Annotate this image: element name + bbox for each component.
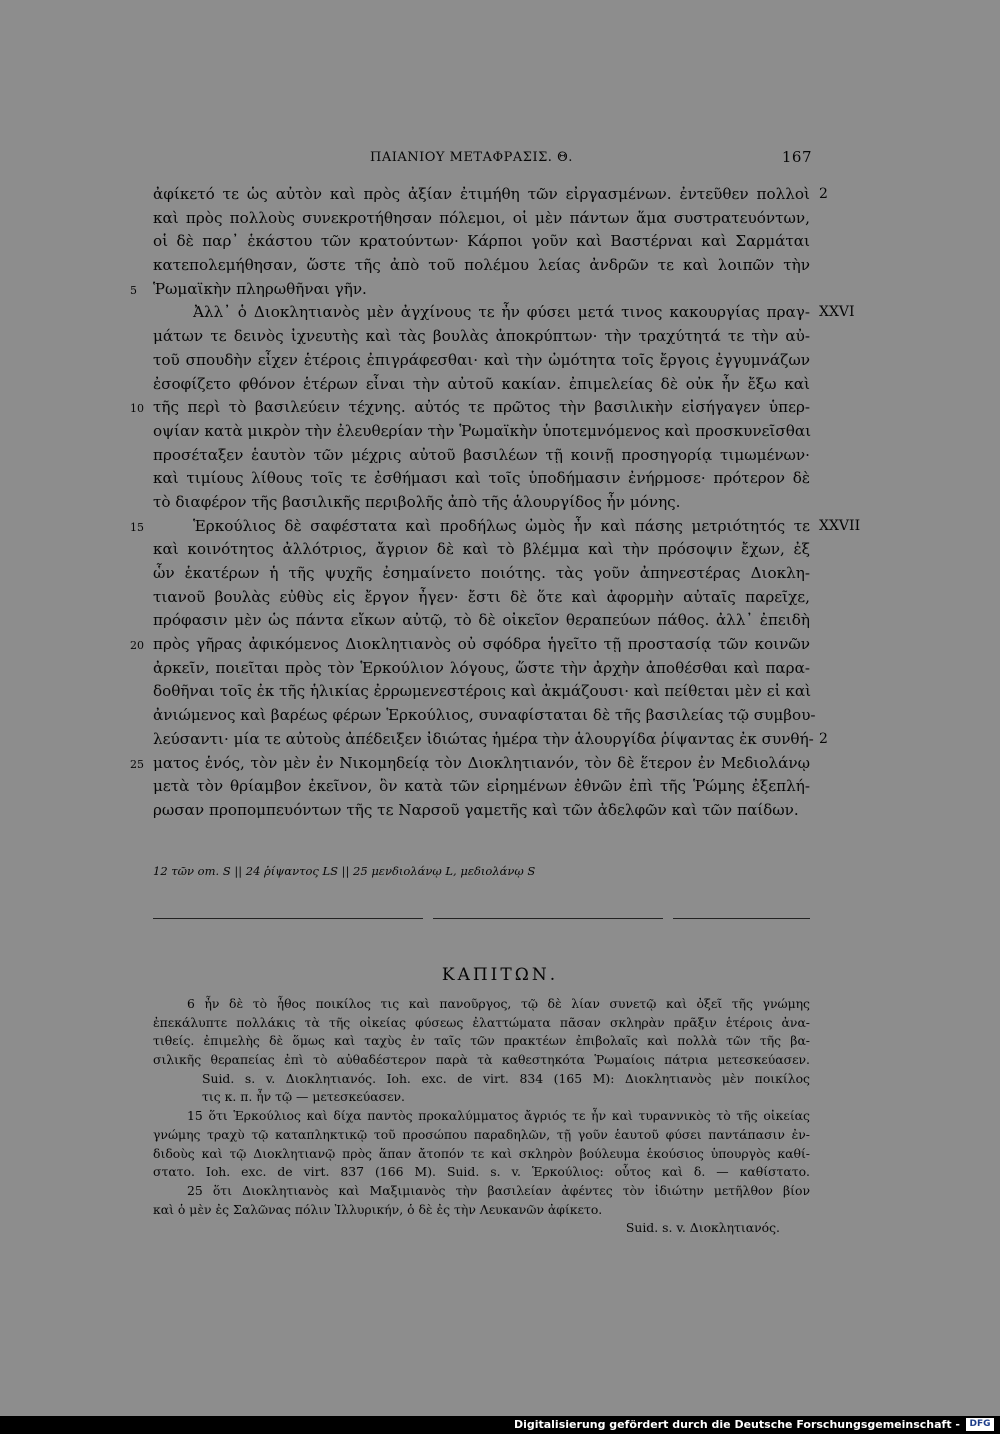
text-line-content: πρόφασιν μὲν ὡς πάντα εἴκων αὐτῷ, τὸ δὲ οἰκεῖον θεραπεύων πάθος. ἀλλ᾽ ἐπειδὴ (153, 611, 810, 630)
footer-text: Digitalisierung gefördert durch die Deutsche Forschungsgemeinschaft - (513, 1418, 960, 1431)
text-line-content: ματος ἑνός, τὸν μὲν ἐν Νικομηδείᾳ τὸν Διοκλητιανόν, τὸν δὲ ἕτερον ἐν Μεδιολάνῳ (153, 753, 810, 772)
fragment-line: Suid. s. v. Διοκλητιανός. Ioh. exc. de virt. 834 (165 M): Διοκλητιανὸς μὲν ποικίλος (202, 1070, 810, 1086)
text-line-content: τῆς περὶ τὸ βασιλεύειν τέχνης. αὐτός τε πρῶτος τὴν βασιλικὴν εἰσήγαγεν ὑπερ- (153, 398, 810, 417)
text-line (153, 420, 810, 444)
text-line-content: πρὸς γῆρας ἀφικόμενος Διοκλητιανὸς οὐ σφόδρα ἡγεῖτο τῇ προστασίᾳ τῶν κοινῶν (153, 635, 810, 654)
text-line-content: καὶ κοινότητος ἀλλότριος, ἄγριον δὲ καὶ τὸ βλέμμα καὶ τὴν πρόσοψιν ἔχων, ἐξ (153, 540, 810, 559)
text-line (153, 491, 810, 515)
text-line (153, 680, 810, 704)
fragment-line: τιθείς. ἐπιμελὴς δὲ ὅμως καὶ ταχὺς ἐν ταῖς τῶν πρακτέων ἐπιβολαῖς καὶ πολλὰ τῶν τῆς βα- (153, 1033, 810, 1049)
text-line (153, 467, 810, 491)
line-number: 5 (130, 283, 137, 297)
text-line (153, 538, 810, 562)
text-line-content: οἱ δὲ παρ᾽ ἑκάστου τῶν κρατούντων· Κάρποι γοῦν καὶ Βαστέρναι καὶ Σαρμάται (153, 232, 810, 251)
text-line (153, 775, 810, 799)
text-line-content: Ἑρκούλιος δὲ σαφέστατα καὶ προδήλως ὠμὸς ἦν καὶ πάσης μετριότητός τε (193, 516, 810, 535)
margin-note: XXVI (819, 304, 855, 321)
text-line (153, 799, 810, 823)
text-line (153, 562, 810, 586)
text-line-content: καὶ τιμίους λίθους τοῖς τε ἐσθήμασι καὶ τοῖς ὑποδήμασιν ἐνήρμοσε· πρότερον δὲ (153, 469, 810, 488)
main-text (130, 183, 861, 823)
margin-note: 2 (819, 186, 828, 202)
text-line (130, 752, 810, 776)
text-line-content: μάτων τε δεινὸς ἰχνευτὴς καὶ τὰς βουλὰς ἀποκρύπτων· τὴν τραχύτητά τε τὴν αὐ- (153, 327, 810, 346)
line-number: 10 (130, 402, 144, 416)
text-line (130, 633, 810, 657)
margin-note: XXVII (819, 517, 861, 534)
text-line (153, 373, 810, 397)
text-line-content: Ῥωμαϊκὴν πληρωθῆναι γῆν. (153, 279, 367, 298)
text-line (153, 301, 855, 325)
fragments-block (153, 995, 810, 1238)
text-line-content: τιανοῦ βουλὰς εὐθὺς εἰς ἔργον ἦγεν· ἔστι δὲ ὅτε καὶ ἀφορμὴν αὐταῖς παρεῖχε, (153, 587, 810, 606)
text-line-content: κατεπολεμήθησαν, ὥστε τῆς ἀπὸ τοῦ πολέμου λείας ἀνδρῶν τε καὶ λοιπῶν τὴν (153, 256, 810, 275)
running-title: ΠΑΙΑΝΙΟΥ ΜΕΤΑΦΡΑΣΙΣ. Θ. (370, 150, 573, 165)
text-line-content: τοῦ σπουδὴν εἶχεν ἑτέροις ἐπιγράφεσθαι· καὶ τὴν ὠμότητα τοῖς ἔργοις ἐγγυμνάζων (153, 350, 810, 369)
text-line (153, 704, 816, 728)
text-line-content: ἀφίκετό τε ὡς αὐτὸν καὶ πρὸς ἀξίαν ἐτιμήθη τῶν εἰργασμένων. ἐντεῦθεν πολλοὶ (153, 185, 810, 203)
text-line (153, 254, 810, 278)
dfg-logo: DFG (966, 1418, 994, 1431)
text-line (153, 325, 810, 349)
line-number: 15 (130, 520, 144, 534)
text-line-content: δοθῆναι τοῖς ἐκ τῆς ἡλικίας ἐρρωμενεστέροις καὶ ἀκμάζουσι· καὶ πείθεται μὲν εἰ καὶ (153, 682, 812, 701)
text-line-content: ἀνιώμενος καὶ βαρέως φέρων Ἑρκούλιος, συναφίσταται δὲ τῆς βασιλείας τῷ συμβου- (153, 706, 816, 725)
text-line-content: μετὰ τὸν θρίαμβον ἐκεῖνον, ὃν κατὰ τῶν εἰρημένων ἐθνῶν ἐπὶ τῆς Ῥώμης ἐξεπλή- (153, 777, 810, 796)
margin-note: 2 (819, 730, 828, 747)
separator-rule-left (153, 918, 423, 919)
text-line (153, 183, 828, 207)
text-line-content: τὸ διαφέρον τῆς βασιλικῆς περιβολῆς ἀπὸ τῆς ἁλουργίδος ἦν μόνης. (153, 492, 681, 511)
fragment-line: 15 ὅτι Ἑρκούλιος καὶ δίχα παντὸς προκαλύμματος ἄγριός τε ἦν καὶ τυραννικὸς τὸ τῆς οἰκείας (187, 1108, 810, 1124)
separator-rule-middle (433, 918, 663, 919)
text-line-content: καὶ πρὸς πολλοὺς συνεκροτήθησαν πόλεμοι, οἱ μὲν πάντων ἅμα συστρατευόντων, (153, 208, 810, 227)
fragment-line: καὶ ὁ μὲν ἐς Σαλῶνας πόλιν Ἰλλυρικήν, ὁ δὲ ἐς τὴν Λευκανῶν ἀφίκετο. (153, 1201, 603, 1217)
text-line (153, 728, 828, 752)
fragment-line: 25 ὅτι Διοκλητιανὸς καὶ Μαξιμιανὸς τὴν βασιλείαν ἀφέντες τὸν ἰδιώτην μετῆλθον βίον (187, 1182, 810, 1198)
text-line (130, 515, 861, 539)
text-line (153, 230, 810, 254)
fragment-line: ἐπεκάλυπτε πολλάκις τὰ τῆς οἰκείας φύσεως ἐλαττώματα πᾶσαν σκληρὰν πρᾶξιν ἑτέροις ἀνα- (153, 1014, 810, 1030)
text-line-content: Ἀλλ᾽ ὁ Διοκλητιανὸς μὲν ἀγχίνους τε ἦν φύσει μετά τινος κακουργίας πραγ- (193, 303, 810, 322)
digitization-footer (0, 1416, 1000, 1434)
text-line (153, 349, 810, 373)
fragment-line: 6 ἦν δὲ τὸ ἦθος ποικίλος τις καὶ πανοῦργος, τῷ δὲ λίαν συνετῷ καὶ ὀξεῖ τῆς γνώμης (187, 996, 810, 1011)
text-line-content: ὧν ἑκατέρων ἡ τῆς ψυχῆς ἐσημαίνετο ποιότης. τὰς γοῦν ἀπηνεστέρας Διοκλη- (153, 564, 810, 582)
text-line-content: λεύσαντι· μία τε αὐτοὺς ἀπέδειξεν ἰδιώτας ἡμέρα τὴν ἁλουργίδα ῥίψαντας ἐκ συνθή- (153, 729, 814, 748)
text-line (130, 396, 810, 420)
fragment-line: διδοὺς καὶ τῷ Διοκλητιανῷ πρὸς ἅπαν ἄτοπόν τε καὶ σκληρὸν βούλευμα ἑκούσιος ὑπουργὸς καθί- (153, 1145, 810, 1161)
page-number: 167 (781, 148, 812, 166)
text-line-content: ἀρκεῖν, ποιεῖται πρὸς τὸν Ἑρκούλιον λόγους, ὥστε τὴν ἀρχὴν ἀποθέσθαι καὶ παρα- (153, 658, 810, 677)
fragment-line: Suid. s. v. Διοκλητιανός. (625, 1220, 780, 1236)
text-line (153, 586, 810, 610)
line-number: 25 (130, 757, 144, 771)
text-line (153, 207, 810, 231)
line-number: 20 (130, 639, 144, 653)
text-line-content: οψίαν κατὰ μικρὸν τὴν ἐλευθερίαν τὴν Ῥωμαϊκὴν ὑποτεμνόμενος καὶ προσκυνεῖσθαι (153, 421, 812, 440)
text-line-content: ἐσοφίζετο φθόνον ἑτέρων εἶναι τὴν αὐτοῦ κακίαν. ἐπιμελείας δὲ οὐκ ἦν ἔξω καὶ (153, 374, 810, 393)
fragment-line: στατο. Ioh. exc. de virt. 837 (166 M). Suid. s. v. Ἑρκούλιος: οὗτος καὶ δ. — καθίστατο. (153, 1164, 810, 1180)
fragment-line: τις κ. π. ἦν τῷ — μετεσκεύασεν. (202, 1089, 405, 1105)
text-line (153, 609, 810, 633)
text-line (130, 278, 810, 302)
text-line (153, 657, 810, 681)
text-line-content: ρωσαν προπομπευόντων τῆς τε Ναρσοῦ γαμετῆς καὶ τῶν ἀδελφῶν καὶ τῶν παίδων. (153, 800, 799, 819)
fragment-line: σιλικῆς θεραπείας ἐπὶ τὸ αὐθαδέστερον παρὰ τὰ καθεστηκότα Ῥωμαίοις πάτρια μετεσκεύασεν. (153, 1052, 810, 1068)
kapiton-heading: ΚΑΠΙΤΩΝ. (441, 965, 559, 985)
text-line-content: προσέταξεν ἑαυτὸν τῶν μέχρις αὐτοῦ βασιλέων τῇ κοινῇ προσηγορίᾳ τιμωμένων· (153, 445, 810, 464)
text-line (153, 444, 810, 468)
critical-apparatus: 12 τῶν om. S || 24 ῥίψαντος LS || 25 μενδιολάνῳ L, μεδιολάνῳ S (153, 864, 536, 878)
fragment-line: γνώμης τραχὺ τῷ καταπληκτικῷ τοῦ προσώπου παραδηλῶν, τῇ γοῦν ἑαυτοῦ φύσει παντάπασιν ἐν- (153, 1126, 810, 1142)
separator-rule-right (673, 918, 810, 919)
